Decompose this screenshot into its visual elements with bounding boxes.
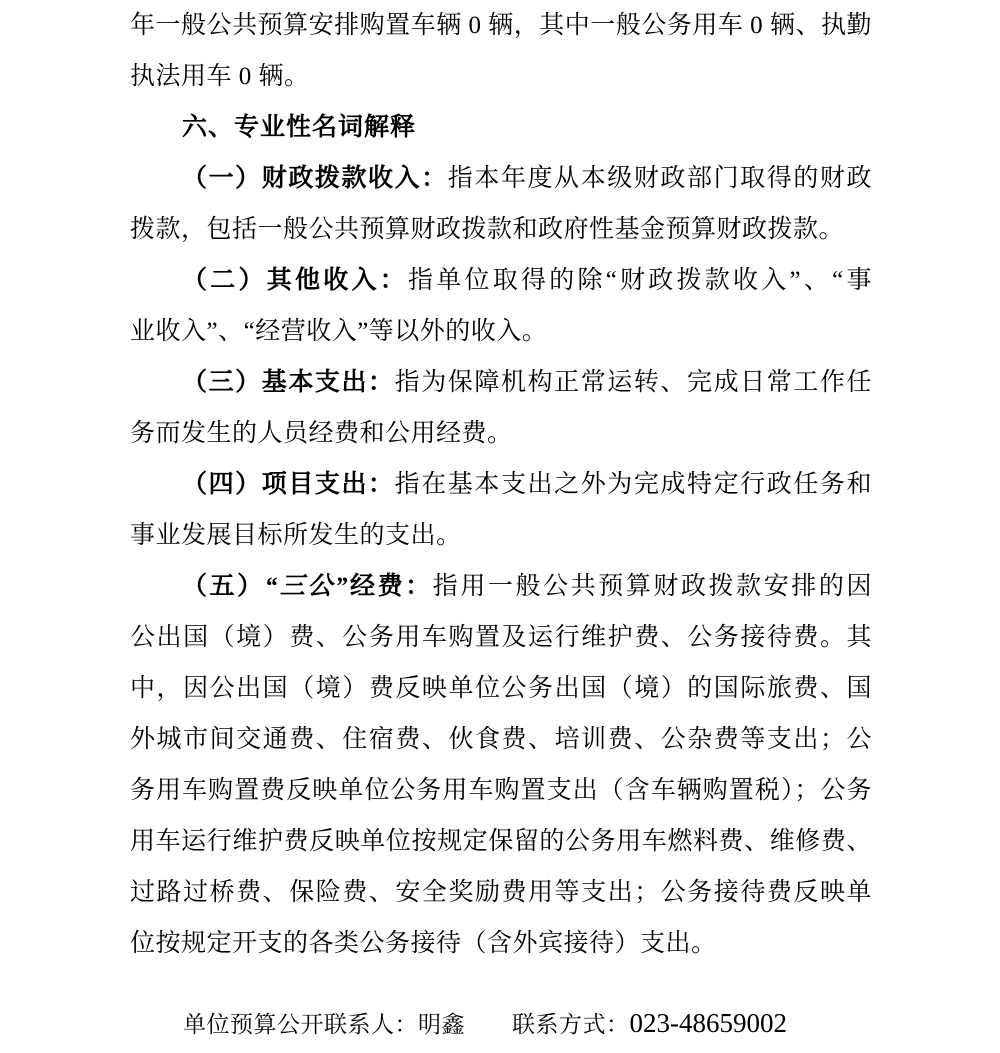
body-text-line: [130, 867, 872, 918]
text-segment: 用车运行维护费反映单位按规定保留的公务用车燃料费、维修费、: [130, 828, 872, 855]
body-text-line: [130, 714, 872, 765]
term-text: （五）: [182, 573, 265, 600]
text-segment: 公出国（境）费、公务用车购置及运行维护费、公务接待费。其: [130, 624, 872, 651]
term-text: “三公”: [264, 573, 348, 600]
text-segment: 务而发生的人员经费和公用经费。: [130, 420, 513, 447]
body-text-line: [130, 0, 872, 51]
text-segment: 指本年度从本级财政部门取得的财政: [447, 165, 872, 192]
body-text-line: [130, 306, 872, 357]
text-segment: 位按规定开支的各类公务接待（含外宾接待）支出。: [130, 930, 717, 957]
body-text-line: [130, 765, 872, 816]
text-segment: 外城市间交通费、住宿费、伙食费、培训费、公杂费等支出；公: [130, 726, 872, 753]
body-text-line: [130, 510, 872, 561]
term-text: （二）其他收入：: [182, 267, 408, 294]
section-heading: [130, 102, 872, 153]
text-segment: 单位预算公开联系人：明鑫 联系方式：: [183, 1012, 630, 1037]
text-segment: 拨款，包括一般公共预算财政拨款和政府性基金预算财政拨款。: [130, 216, 845, 243]
text-segment: 中，因公出国（境）费反映单位公务出国（境）的国际旅费、国: [130, 675, 872, 702]
text-segment: 业收入”、“经营收入”等以外的收入。: [130, 318, 548, 345]
body-text-line: [130, 51, 872, 102]
body-text-line: [130, 357, 872, 408]
term-text: 经费：: [347, 573, 433, 600]
term-text: （一）财政拨款收入：: [182, 165, 448, 192]
text-segment: 年一般公共预算安排购置车辆 0 辆，其中一般公务用车 0 辆、执勤: [130, 12, 872, 39]
body-text-line: [130, 663, 872, 714]
term-text: （四）项目支出：: [182, 471, 395, 498]
body-text-line: [130, 153, 872, 204]
text-segment: 过路过桥费、保险费、安全奖励费用等支出；公务接待费反映单: [130, 879, 872, 906]
body-text-line: [130, 459, 872, 510]
body-text-line: [130, 561, 872, 612]
body-text-line: [130, 204, 872, 255]
text-segment: 指在基本支出之外为完成特定行政任务和: [394, 471, 872, 498]
body-text-line: [130, 408, 872, 459]
text-segment: 指用一般公共预算财政拨款安排的因: [432, 573, 872, 600]
text-segment: 指为保障机构正常运转、完成日常工作任: [394, 369, 872, 396]
body-text-line: [130, 612, 872, 663]
text-segment: 执法用车 0 辆。: [130, 63, 310, 90]
document-body: [130, 0, 872, 1040]
footer-contact-line: [130, 1006, 872, 1040]
body-text-line: [130, 918, 872, 969]
body-text-line: [130, 255, 872, 306]
term-text: （三）基本支出：: [182, 369, 395, 396]
text-segment: 事业发展目标所发生的支出。: [130, 522, 462, 549]
phone-number: 023-48659002: [629, 1008, 787, 1038]
text-segment: 指单位取得的除“财政拨款收入”、“事: [407, 267, 872, 294]
body-text-line: [130, 816, 872, 867]
term-text: 六、专业性名词解释: [182, 113, 417, 141]
text-segment: 务用车购置费反映单位公务用车购置支出（含车辆购置税）；公务: [130, 777, 872, 804]
